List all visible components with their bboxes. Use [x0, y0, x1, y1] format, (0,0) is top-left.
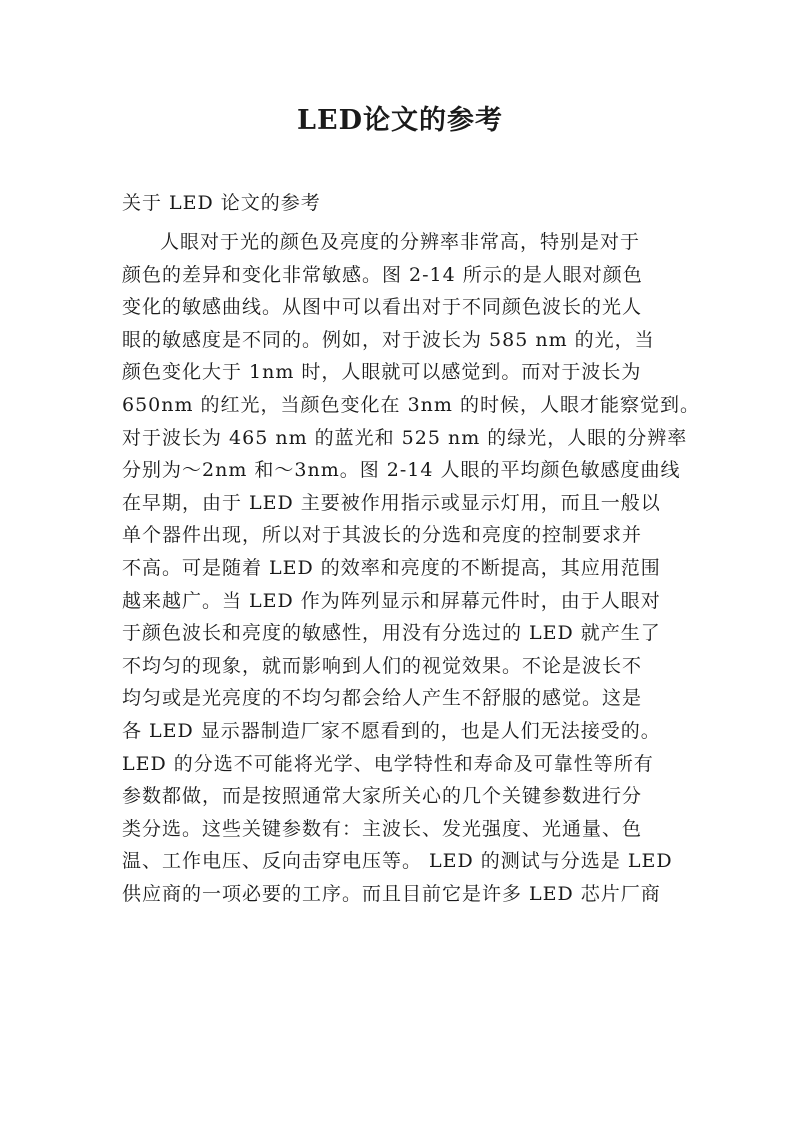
body-line: 对于波长为 465 nm 的蓝光和 525 nm 的绿光，人眼的分辨率 — [122, 426, 688, 449]
document-subtitle: 关于 LED 论文的参考 — [122, 192, 321, 214]
document-body — [122, 226, 700, 910]
body-line: 温、工作电压、反向击穿电压等。 LED 的测试与分选是 LED — [122, 850, 673, 873]
body-line: 分别为～2nm 和～3nm。图 2-14 人眼的平均颜色敏感度曲线 — [122, 459, 681, 482]
body-line: 变化的敏感曲线。从图中可以看出对于不同颜色波长的光人 — [122, 296, 643, 319]
body-line: 均匀或是光亮度的不均匀都会给人产生不舒服的感觉。这是 — [122, 687, 643, 710]
body-line: 供应商的一项必要的工序。而且目前它是许多 LED 芯片厂商 — [122, 882, 661, 905]
body-line: 参数都做，而是按照通常大家所关心的几个关键参数进行分 — [122, 785, 643, 808]
body-line: LED 的分选不可能将光学、电学特性和寿命及可靠性等所有 — [122, 752, 654, 775]
body-line: 在早期，由于 LED 主要被作用指示或显示灯用，而且一般以 — [122, 491, 661, 514]
document-title: LED论文的参考 — [297, 105, 503, 136]
body-line: 不均匀的现象，就而影响到人们的视觉效果。不论是波长不 — [122, 654, 643, 677]
body-line: 于颜色波长和亮度的敏感性，用没有分选过的 LED 就产生了 — [122, 622, 661, 645]
body-line: 类分选。这些关键参数有：主波长、发光强度、光通量、色 — [122, 817, 643, 840]
body-line: 单个器件出现，所以对于其波长的分选和亮度的控制要求并 — [122, 524, 643, 547]
body-line: 650nm 的红光，当颜色变化在 3nm 的时候，人眼才能察觉到。 — [122, 393, 700, 416]
body-line: 颜色的差异和变化非常敏感。图 2-14 所示的是人眼对颜色 — [122, 263, 643, 286]
body-line: 不高。可是随着 LED 的效率和亮度的不断提高，其应用范围 — [122, 556, 661, 579]
body-line: 人眼对于光的颜色及亮度的分辨率非常高，特别是对于 — [160, 231, 641, 253]
body-line: 颜色变化大于 1nm 时，人眼就可以感觉到。而对于波长为 — [122, 361, 642, 384]
body-line: 各 LED 显示器制造厂家不愿看到的，也是人们无法接受的。 — [122, 719, 661, 742]
body-line: 越来越广。当 LED 作为阵列显示和屏幕元件时，由于人眼对 — [122, 589, 661, 612]
body-line: 眼的敏感度是不同的。例如，对于波长为 585 nm 的光，当 — [122, 328, 655, 351]
